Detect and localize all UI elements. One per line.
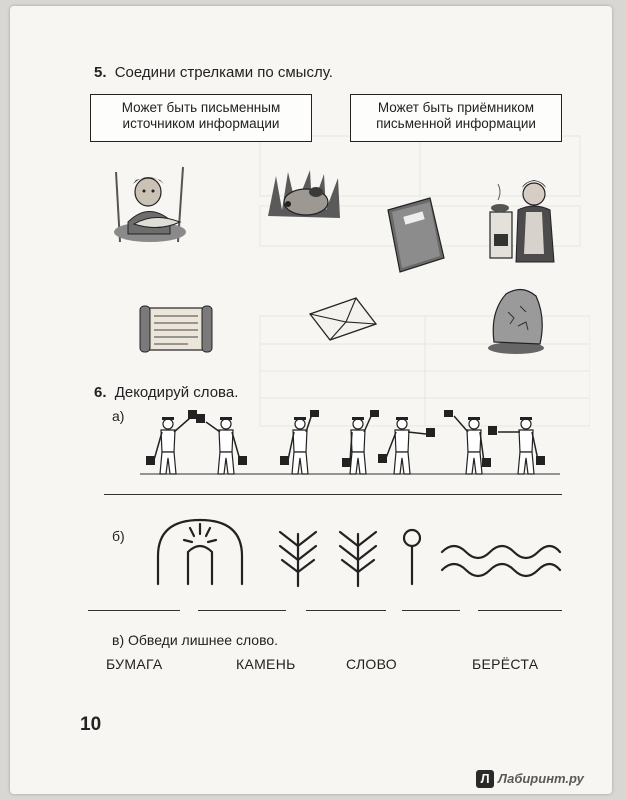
task6-title: Декодируй слова. [114, 384, 239, 401]
ancient-scroll-picture[interactable] [138, 302, 214, 356]
word-slovo[interactable]: СЛОВО [346, 656, 397, 672]
part-c-label: в) [112, 632, 125, 648]
word-bumaga[interactable]: БУМАГА [106, 656, 163, 672]
woman-cooking-picture[interactable] [486, 174, 560, 266]
semaphore-sailors-icon [140, 410, 560, 480]
hedgehog-picture[interactable] [266, 166, 342, 222]
word-beresta[interactable]: БЕРЁСТА [472, 656, 539, 672]
fisherman-picture[interactable] [108, 162, 194, 248]
task6-number: 6. [94, 384, 107, 401]
word-kamen[interactable]: КАМЕНЬ [236, 656, 296, 672]
carved-stone-picture[interactable] [486, 282, 548, 356]
book-icon [382, 196, 448, 274]
woman-cooking-icon [486, 174, 560, 266]
scroll-icon [138, 302, 214, 356]
answer-line-b1[interactable] [88, 610, 180, 611]
answer-line-b4[interactable] [402, 610, 460, 611]
answer-line-a[interactable] [104, 494, 562, 495]
fisherman-icon [108, 162, 194, 248]
book-picture[interactable] [382, 196, 448, 274]
symbols-row [150, 512, 570, 592]
envelope-picture[interactable] [306, 294, 380, 344]
rune-symbols-icon [150, 512, 570, 592]
box-written-source: Может быть письменным источником информации [90, 94, 312, 142]
task5-heading [94, 64, 333, 81]
answer-line-b2[interactable] [198, 610, 286, 611]
box-written-receiver: Может быть приёмником письменной информации [350, 94, 562, 142]
part-a-label: а) [112, 408, 125, 424]
task5-title: Соедини стрелками по смыслу. [114, 64, 333, 81]
page-number: 10 [80, 714, 102, 735]
task5-number: 5. [94, 64, 107, 81]
semaphore-figures [140, 410, 560, 480]
part-b-label: б) [112, 528, 125, 544]
workbook-page [10, 6, 612, 794]
watermark-badge: Л [476, 770, 494, 788]
envelope-icon [306, 294, 380, 344]
part-c-text: Обведи лишнее слово. [128, 632, 279, 648]
answer-line-b5[interactable] [478, 610, 562, 611]
answer-line-b3[interactable] [306, 610, 386, 611]
part-c-instruction [112, 632, 278, 648]
hedgehog-icon [266, 166, 342, 222]
stone-icon [486, 282, 548, 356]
task6-heading [94, 384, 238, 401]
watermark-text: Лабиринт.ру [498, 771, 584, 786]
